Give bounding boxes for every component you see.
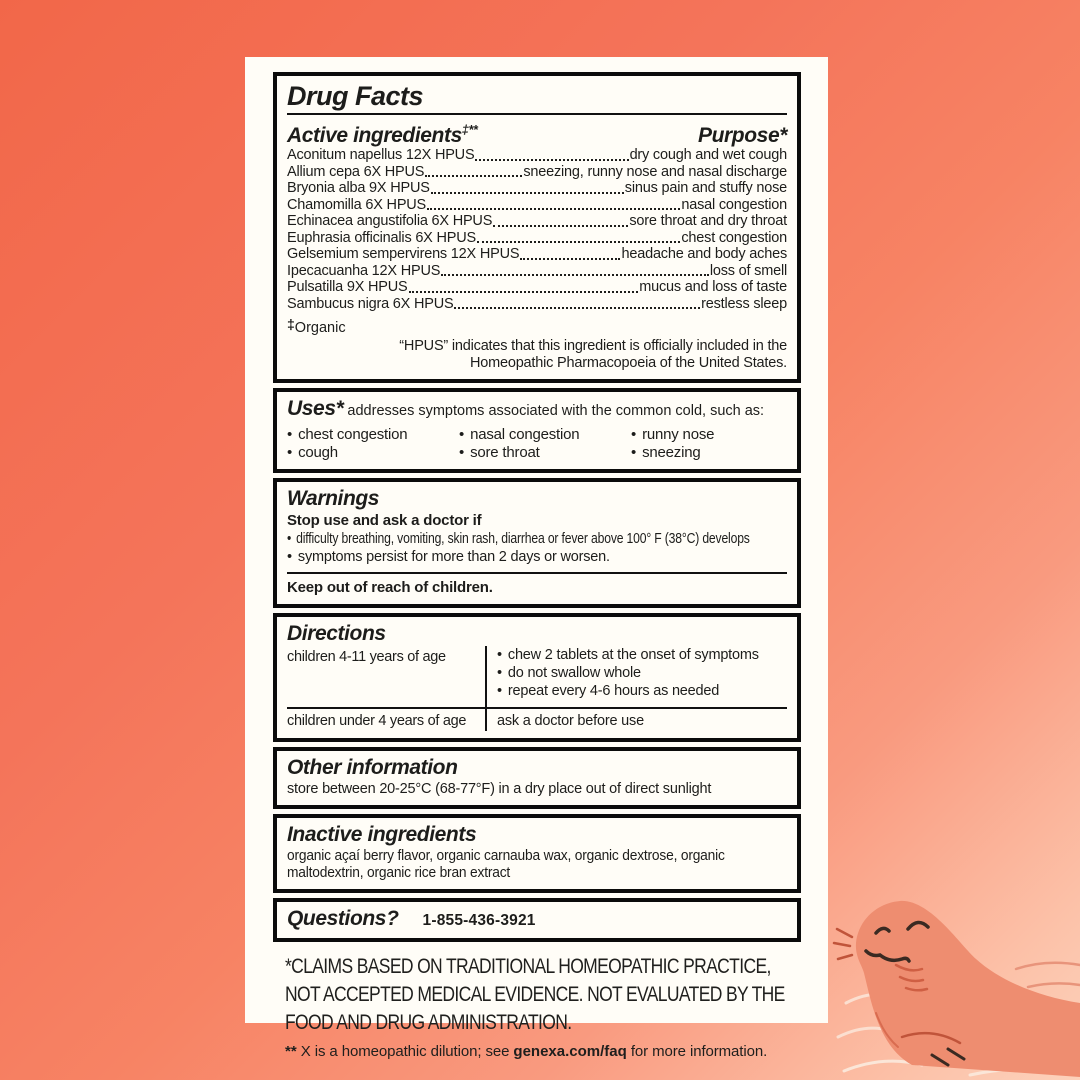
directions-heading: Directions [287,622,386,645]
keep-out-of-reach-text: Keep out of reach of children. [287,579,493,596]
seal-body [856,901,1080,1077]
dot-leader [475,159,628,161]
ingredient-purpose: dry cough and wet cough [629,147,787,163]
bullet-icon: • [631,444,637,461]
warnings-bullet-text: difficulty breathing, vomiting, skin rash, diarrhea or fever above 100° F (38°C) develops [296,531,750,547]
ingredient-row [287,213,787,230]
divider [287,113,787,115]
ingredient-name: Allium cepa 6X HPUS [287,163,425,180]
ingredient-name: Bryonia alba 9X HPUS [287,180,430,196]
directions-bullet-text: repeat every 4-6 hours as needed [507,683,720,699]
hpus-note-line2: Homeopathic Pharmacopoeia of the United States. [469,355,787,371]
uses-item-text: sore throat [470,444,540,461]
seal-whisker [837,929,852,937]
dot-leader [454,307,700,309]
questions-line [287,907,787,931]
directions-row [287,707,787,731]
directions-age: children 4-11 years of age [287,649,446,665]
uses-item [287,426,459,444]
directions-bullet [497,664,787,682]
uses-item [459,444,631,462]
directions-instructions: ask a doctor before use [485,709,787,731]
warnings-bullet-text: symptoms persist for more than 2 days or worsen. [297,549,610,565]
ingredient-row [287,197,787,214]
ingredient-row [287,296,787,313]
uses-columns [287,426,787,462]
organic-footnote [287,316,787,336]
section-warnings [273,478,801,608]
directions-bullet [497,682,787,700]
section-directions [273,613,801,742]
uses-column [287,426,459,462]
organic-footnote-mark: ‡ [287,316,295,332]
uses-item [631,426,787,444]
uses-intro: addresses symptoms associated with the common cold, such as: [347,403,765,419]
ingredient-name: Aconitum napellus 12X HPUS [287,147,475,163]
seal-whisker [834,943,850,946]
ingredient-row [287,279,787,296]
hpus-note [287,338,787,372]
section-uses [273,388,801,473]
bullet-icon: • [287,426,293,443]
uses-item [459,426,631,444]
dot-leader [427,208,680,210]
ingredient-purpose: nasal congestion [681,196,787,213]
dot-leader [493,225,628,227]
hpus-note-line1: “HPUS” indicates that this ingredient is officially included in the [399,338,787,354]
inactive-ingredients-text: organic açaí berry flavor, organic carnauba wax, organic dextrose, organic maltodextrin, organic rice bran extract [287,848,725,881]
bullet-icon: • [287,531,292,547]
ingredient-purpose: sneezing, runny nose and nasal discharge [523,163,787,180]
ingredient-purpose: restless sleep [701,295,787,312]
active-ingredients-heading [287,119,477,147]
bullet-icon: • [287,549,292,565]
ingredient-purpose: sore throat and dry throat [629,213,787,229]
warnings-heading: Warnings [287,487,380,510]
ingredient-row [287,263,787,280]
dot-leader [425,175,522,177]
ingredient-purpose: loss of smell [709,262,787,279]
dilution-footnote-marks: ** [285,1043,297,1060]
uses-column [459,426,631,462]
dilution-footnote-link-text: genexa.com/faq [513,1043,627,1060]
uses-item-text: sneezing [642,444,701,461]
directions-bullet-text: chew 2 tablets at the onset of symptoms [507,647,759,663]
claims-disclaimer: *CLAIMS BASED ON TRADITIONAL HOMEOPATHIC PRACTICE, NOT ACCEPTED MEDICAL EVIDENCE. NOT EVALUATED BY THE FOOD AND DRUG ADMINISTRATION. [285,954,785,1034]
uses-heading: Uses* [287,397,344,420]
directions-instructions [485,646,787,707]
ingredient-name: Sambucus nigra 6X HPUS [287,295,454,312]
bullet-icon: • [497,647,502,663]
dot-leader [520,258,620,260]
inactive-ingredients-heading: Inactive ingredients [287,823,477,846]
dilution-footnote [285,1043,828,1060]
uses-header [287,397,787,423]
bullet-icon: • [287,444,293,461]
ingredient-row [287,246,787,263]
ingredient-row [287,230,787,247]
section-active-ingredients [273,72,801,383]
uses-item-text: runny nose [642,426,715,443]
ingredient-name: Chamomilla 6X HPUS [287,196,427,213]
ingredient-row [287,180,787,197]
dot-leader [431,192,624,194]
dot-leader [477,241,680,243]
ingredient-name: Pulsatilla 9X HPUS [287,279,408,295]
uses-item-text: nasal congestion [470,426,580,443]
warnings-bullet [287,530,787,548]
ingredient-purpose: mucus and loss of taste [639,279,787,295]
bullet-icon: • [497,683,502,699]
ingredient-row [287,147,787,164]
ingredient-purpose: chest congestion [681,229,787,246]
ingredient-name: Ipecacuanha 12X HPUS [287,262,441,279]
ingredient-row [287,164,787,181]
dilution-footnote-text: for more information. [626,1043,768,1060]
seal-whisker [838,955,852,959]
ingredient-name: Euphrasia officinalis 6X HPUS [287,229,476,246]
water-ripple-icon [1016,963,1080,969]
drug-facts-card [245,57,828,1060]
dot-leader [409,291,639,293]
warnings-bullet [287,548,787,566]
uses-item-text: chest congestion [298,426,408,443]
organic-footnote-text: Organic [294,320,346,336]
section-questions [273,898,801,942]
active-ingredients-heading-text: Active ingredients [287,124,462,147]
bullet-icon: • [631,426,637,443]
uses-item [287,444,459,462]
uses-item [631,444,787,462]
divider [287,572,787,574]
ingredient-name: Gelsemium sempervirens 12X HPUS [287,246,520,262]
other-information-heading: Other information [287,756,458,779]
directions-bullet-text: do not swallow whole [507,665,641,681]
ingredient-name: Echinacea angustifolia 6X HPUS [287,213,493,229]
directions-row [287,646,787,707]
section-inactive-ingredients [273,814,801,893]
ingredient-purpose: headache and body aches [621,246,787,262]
purpose-heading: Purpose* [698,124,787,147]
directions-bullet [497,646,787,664]
dot-leader [441,274,709,276]
directions-age: children under 4 years of age [287,713,467,729]
bullet-icon: • [459,426,465,443]
active-ingredients-footnote-marks: ‡** [461,123,478,137]
section-other-information [273,747,801,809]
drug-facts-panel [273,72,801,942]
bullet-icon: • [497,665,502,681]
ingredient-purpose: sinus pain and stuffy nose [624,180,787,196]
uses-column [631,426,787,462]
water-ripple-icon [1028,983,1080,987]
drug-facts-title: Drug Facts [287,81,424,111]
warnings-subheading: Stop use and ask a doctor if [287,512,482,529]
bullet-icon: • [459,444,465,461]
active-ingredients-header [287,119,787,147]
questions-heading: Questions? [287,907,399,930]
uses-item-text: cough [298,444,338,461]
other-information-text: store between 20-25°C (68-77°F) in a dry place out of direct sunlight [287,781,712,797]
dilution-footnote-text: X is a homeopathic dilution; see [296,1043,514,1060]
questions-phone-number: 1-855-436-3921 [422,912,536,929]
